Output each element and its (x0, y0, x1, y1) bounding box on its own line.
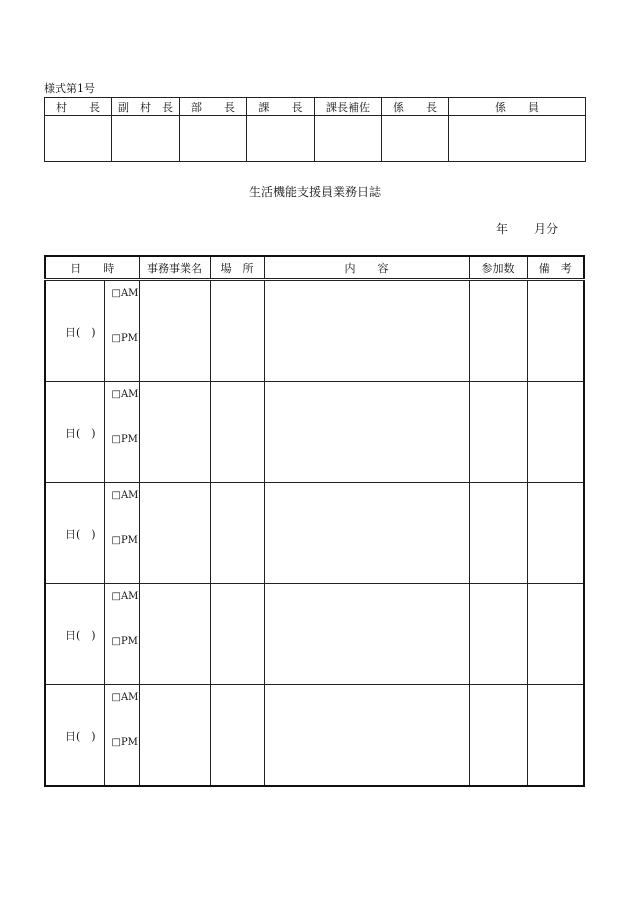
pm-checkbox[interactable]: □PM (111, 636, 138, 647)
approval-header-deputy-village-head: 副 村 長 (112, 98, 180, 116)
approval-header-department-head: 部 長 (180, 98, 247, 116)
stamp-box[interactable] (315, 116, 382, 162)
day-label: 日( ) (65, 730, 96, 743)
remarks-cell[interactable] (527, 584, 584, 685)
place-cell[interactable] (210, 584, 264, 685)
remarks-cell[interactable] (527, 382, 584, 483)
ampm-cell (104, 584, 139, 685)
header-place: 場 所 (210, 256, 264, 280)
place-cell[interactable] (210, 483, 264, 584)
am-checkbox[interactable]: □AM (111, 389, 139, 400)
content-cell[interactable] (264, 382, 469, 483)
table-row (45, 382, 584, 483)
table-row (45, 584, 584, 685)
header-date-time: 日 時 (45, 256, 139, 280)
period-field (496, 220, 558, 237)
table-row (45, 280, 584, 382)
stamp-box[interactable] (382, 116, 449, 162)
approval-header-section-head: 課 長 (247, 98, 315, 116)
am-checkbox[interactable]: □AM (111, 692, 139, 703)
form-number: 様式第1号 (44, 82, 95, 95)
table-row (45, 483, 584, 584)
remarks-cell[interactable] (527, 280, 584, 382)
project-cell[interactable] (139, 280, 210, 382)
day-cell[interactable] (45, 382, 104, 483)
place-cell[interactable] (210, 685, 264, 787)
document-title: 生活機能支援員業務日誌 (248, 185, 381, 199)
project-cell[interactable] (139, 685, 210, 787)
participants-cell[interactable] (469, 382, 527, 483)
header-project-name: 事務事業名 (139, 256, 210, 280)
day-label: 日( ) (65, 427, 96, 440)
project-cell[interactable] (139, 483, 210, 584)
content-cell[interactable] (264, 685, 469, 787)
day-cell[interactable] (45, 280, 104, 382)
place-cell[interactable] (210, 382, 264, 483)
ampm-cell (104, 382, 139, 483)
content-cell[interactable] (264, 584, 469, 685)
header-content: 内 容 (264, 256, 469, 280)
stamp-box[interactable] (180, 116, 247, 162)
remarks-cell[interactable] (527, 685, 584, 787)
ampm-cell (104, 280, 139, 382)
am-checkbox[interactable]: □AM (111, 288, 139, 299)
month-label: 月分 (533, 222, 558, 236)
place-cell[interactable] (210, 280, 264, 382)
day-cell[interactable] (45, 483, 104, 584)
stamp-box[interactable] (247, 116, 315, 162)
approval-stamp-table (44, 97, 586, 162)
day-label: 日( ) (65, 629, 96, 642)
ampm-cell (104, 685, 139, 787)
journal-table (44, 255, 585, 787)
stamp-box[interactable] (45, 116, 112, 162)
year-label: 年 (495, 222, 508, 236)
stamp-box[interactable] (112, 116, 180, 162)
day-cell[interactable] (45, 584, 104, 685)
remarks-cell[interactable] (527, 483, 584, 584)
ampm-cell (104, 483, 139, 584)
project-cell[interactable] (139, 382, 210, 483)
pm-checkbox[interactable]: □PM (111, 434, 138, 445)
project-cell[interactable] (139, 584, 210, 685)
header-remarks: 備 考 (527, 256, 584, 280)
content-cell[interactable] (264, 483, 469, 584)
am-checkbox[interactable]: □AM (111, 490, 139, 501)
approval-header-subsection-head: 係 長 (382, 98, 449, 116)
day-cell[interactable] (45, 685, 104, 787)
pm-checkbox[interactable]: □PM (111, 333, 138, 344)
header-participants: 参加数 (469, 256, 527, 280)
pm-checkbox[interactable]: □PM (111, 535, 138, 546)
stamp-box[interactable] (449, 116, 586, 162)
am-checkbox[interactable]: □AM (111, 591, 139, 602)
day-label: 日( ) (65, 528, 96, 541)
participants-cell[interactable] (469, 584, 527, 685)
participants-cell[interactable] (469, 483, 527, 584)
approval-header-village-head: 村 長 (45, 98, 112, 116)
day-label: 日( ) (65, 326, 96, 339)
approval-header-assistant-section-head: 課長補佐 (315, 98, 382, 116)
approval-header-staff: 係 員 (449, 98, 586, 116)
participants-cell[interactable] (469, 280, 527, 382)
pm-checkbox[interactable]: □PM (111, 737, 138, 748)
content-cell[interactable] (264, 280, 469, 382)
table-row (45, 685, 584, 787)
participants-cell[interactable] (469, 685, 527, 787)
